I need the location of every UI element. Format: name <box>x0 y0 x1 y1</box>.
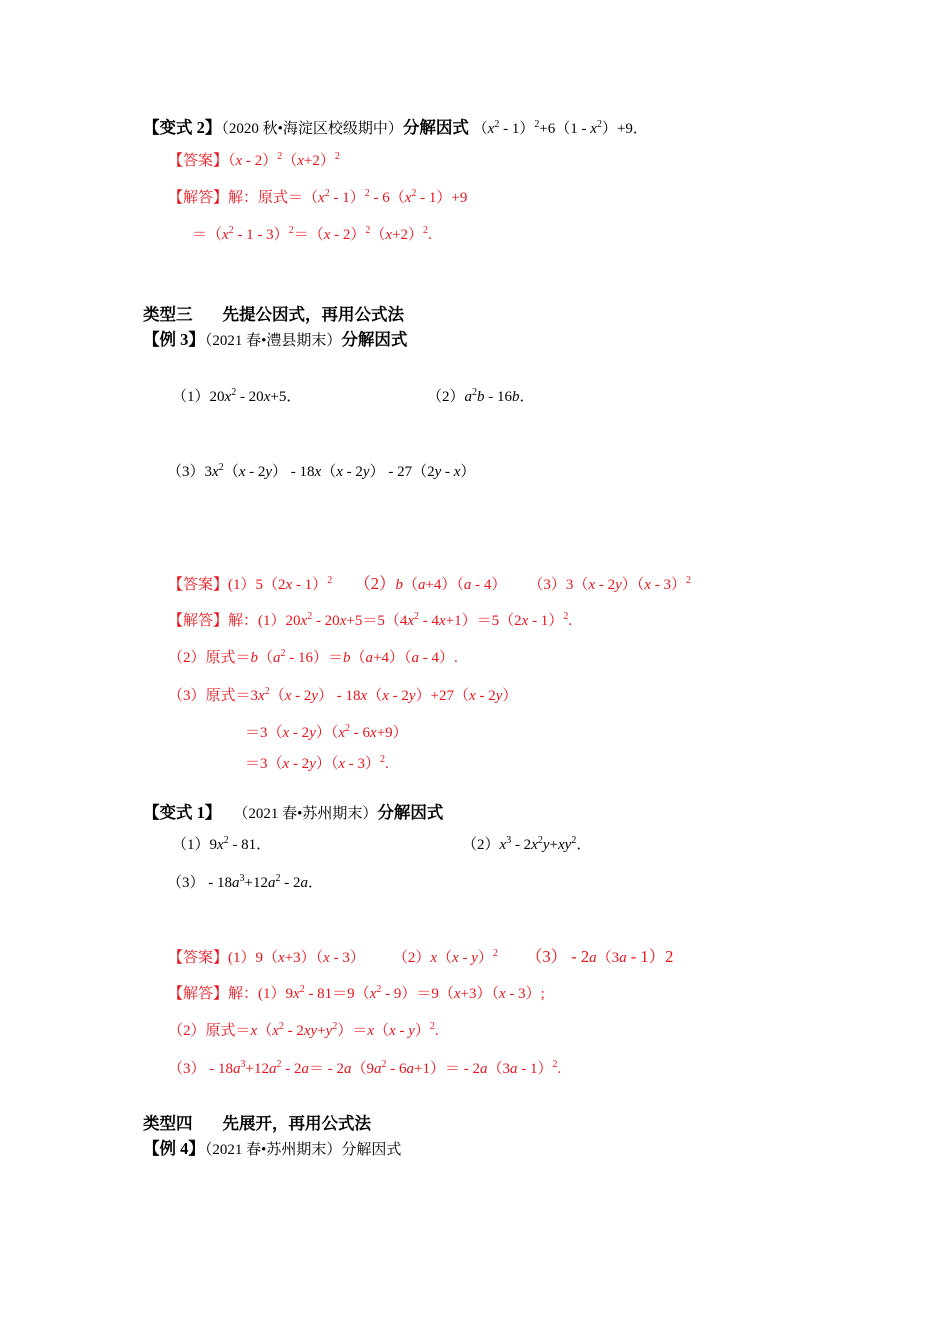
answer-tag: 【答案】 <box>168 950 229 966</box>
solution-tag: 【解答】 <box>168 613 229 629</box>
section-type-3-heading <box>143 305 404 325</box>
answer-tag: 【答案】 <box>168 153 229 169</box>
variant-1-part-3: （3） ‑ $18a^3+12a^2$ ‑ 2a． <box>167 873 323 891</box>
example-3-part-3: $(3)3x^2(x$ ‑ 2y） ‑ 18x（x ‑ 2y） ‑ 27（2y ‑ x） <box>167 462 476 480</box>
section-title: 先展开，再用公式法 <box>222 1114 371 1133</box>
solution-tag: 【解答】 <box>168 190 229 206</box>
example-3-source: （2021 春•澧县期末） <box>204 333 342 349</box>
example-4-source: （2021 春•苏州期末） <box>204 1142 342 1158</box>
variant-1-answer: 【答案】(1）9（x+3）（x ‑ 3） （2）x（x ‑ y）$^2$ （3） ‑ 2a（3a ‑ 1）2 <box>168 947 674 966</box>
example-4-task: 分解因式 <box>341 1142 402 1158</box>
variant-2-answer: 【答案】（x ‑ $2)^2(x+2)^2$ <box>168 151 340 169</box>
variant-2-expression: （$x^2$ ‑ 1）$^2$+6（1 ‑ $x^2)+9$． <box>472 119 648 137</box>
variant-2-source: （2020 秋•海淀区校级期中） <box>221 121 403 137</box>
variant-2-question <box>143 118 648 139</box>
example-3-answer: 【答案】(1）5（2x ‑ 1）$^2$ （2）b（a+4）（a ‑ 4） （3）3（x ‑ 2y）（x ‑ 3）$^2$ <box>168 574 691 593</box>
variant-2-solution-line-2: $=(x^2$ ‑ 1 ‑ 3）$^2$＝（x ‑ $2)^2(x+2)^2$. <box>192 225 432 243</box>
example-3-solution-line-2: （2）原式$=b(a^2$ ‑ 16）＝b（a+4）（a ‑ 4）. <box>168 648 458 666</box>
variant-2-task: 分解因式 <box>402 118 469 137</box>
variant-1-solution-line-2: （2）原式$=x(x^2$ ‑ $2xy+y^2)=x(x$ ‑ y）$^2$. <box>168 1021 439 1039</box>
answer-tag: 【答案】 <box>168 577 229 593</box>
example-3-solution-line-5: ＝3（x ‑ 2y）（x ‑ 3）$^2$. <box>245 754 389 772</box>
example-4-heading: 【例 4】 <box>143 1139 205 1158</box>
section-label: 类型三 <box>143 305 193 324</box>
example-3-heading: 【例 3】 <box>143 330 205 349</box>
example-3-part-2: $(2)a^2b$ ‑ 16b． <box>427 387 535 405</box>
variant-1-heading: 【变式 1】 <box>143 803 222 822</box>
example-3-task: 分解因式 <box>341 330 408 349</box>
variant-1-part-2: $(2)x^3$ ‑ $2x^2y+xy^2$． <box>462 835 592 853</box>
example-3-question <box>143 330 407 351</box>
example-3-solution-line-3: （3）原式$=3x^2(x$ ‑ 2y） ‑ 18x（x ‑ 2y）+27（x ‑ 2y） <box>168 686 518 704</box>
section-type-4-heading <box>143 1114 371 1134</box>
section-label: 类型四 <box>143 1114 193 1133</box>
variant-1-solution-line-3: （3） ‑ $18a^3+12a^2$ ‑ 2a＝ ‑ $2a(9a^2$ ‑ 6a+1）＝ ‑ 2a（3a ‑ 1）$^2$. <box>168 1059 562 1077</box>
variant-1-source: （2021 春•苏州期末） <box>233 806 378 822</box>
variant-1-question <box>143 803 443 824</box>
section-title: 先提公因式，再用公式法 <box>222 305 404 324</box>
example-3-part-1: $(1)20x^2$ ‑ 20x+5． <box>172 387 302 405</box>
example-4-question <box>143 1139 401 1160</box>
example-3-solution-line-4: ＝3（x ‑ $2y)(x^2$ ‑ 6x+9） <box>245 723 408 741</box>
variant-2-solution-line-1: 【解答】解：原式$=(x^2$ ‑ 1）$^2$ ‑ $6(x^2$ ‑ 1）+9 <box>168 188 468 206</box>
example-3-solution-line-1: 【解答】解：$(1)20x^2$ ‑ $20x+5=5(4x^2$ ‑ 4x+1）＝5（2x ‑ 1）$^2$. <box>168 611 573 629</box>
solution-tag: 【解答】 <box>168 986 229 1002</box>
variant-1-task: 分解因式 <box>377 803 444 822</box>
variant-1-solution-line-1: 【解答】解：$(1)9x^2$ ‑ $81=9(x^2$ ‑ 9）＝9（x+3）（x ‑ 3）; <box>168 984 545 1002</box>
variant-2-heading: 【变式 2】 <box>143 118 222 137</box>
variant-1-part-1: $(1)9x^2$ ‑ 81． <box>172 835 272 853</box>
